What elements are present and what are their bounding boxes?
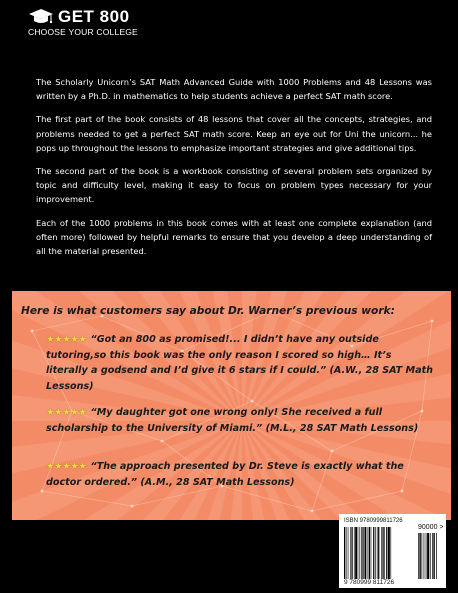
isbn-label: ISBN 9780999811726 — [344, 518, 403, 524]
book-description — [36, 75, 432, 267]
graduation-cap-icon — [28, 8, 54, 26]
brand-name: GET 800 — [58, 7, 130, 26]
testimonial-quote-3 — [46, 459, 436, 490]
price-code: 90000 > — [418, 524, 444, 531]
testimonial-quote-1 — [46, 332, 436, 394]
barcode-digits: 9 780999 811726 — [344, 579, 395, 586]
five-star-rating-icon: ★★★★★ — [46, 407, 87, 418]
five-star-rating-icon: ★★★★★ — [46, 334, 87, 345]
quote-text-1: “Got an 800 as promised!... I didn’t have any outside tutoring,so this book was the only reason I scored so high… It’s literally a godsend and I’d give it 6 stars if I could.” (A.W., 28 SAT Math Lessons) — [46, 334, 433, 392]
description-paragraph-2: The first part of the book consists of 48 lessons that cover all the concepts, strategies, and problems needed to get a perfect SAT math score. Keep an eye out for Uni the unicorn... he pops up throughout the lessons to emphasize important strategies and give additional tips. — [36, 114, 432, 153]
barcode-addon-icon — [418, 533, 442, 579]
quote-text-2: “My daughter got one wrong only! She received a full scholarship to the University of Miami.” (M.L., 28 SAT Math Lessons) — [46, 407, 419, 434]
isbn-barcode — [339, 514, 446, 588]
description-paragraph-3: The second part of the book is a workbook consisting of several problem sets organized by topic and difficulty level, making it easy to focus on problem types necessary for your improvement. — [36, 166, 432, 205]
testimonials-heading: Here is what customers say about Dr. Warner’s previous work: — [21, 305, 395, 317]
five-star-rating-icon: ★★★★★ — [46, 461, 87, 472]
brand-tagline: CHOOSE YOUR COLLEGE — [28, 27, 138, 37]
testimonials-panel — [12, 291, 451, 520]
quote-text-3: “The approach presented by Dr. Steve is exactly what the doctor ordered.” (A.M., 28 SAT Math Lessons) — [46, 461, 404, 488]
description-paragraph-4: Each of the 1000 problems in this book comes with at least one complete explanation (and often more) followed by helpful remarks to ensure that you develop a deep understanding of all the material presented. — [36, 217, 432, 257]
testimonial-quote-2 — [46, 405, 436, 436]
get800-logo — [28, 8, 138, 37]
barcode-bars-icon — [344, 527, 414, 579]
description-paragraph-1: The Scholarly Unicorn’s SAT Math Advanced Guide with 1000 Problems and 48 Lessons was written by a Ph.D. in mathematics to help students achieve a perfect SAT math score. — [36, 77, 432, 102]
